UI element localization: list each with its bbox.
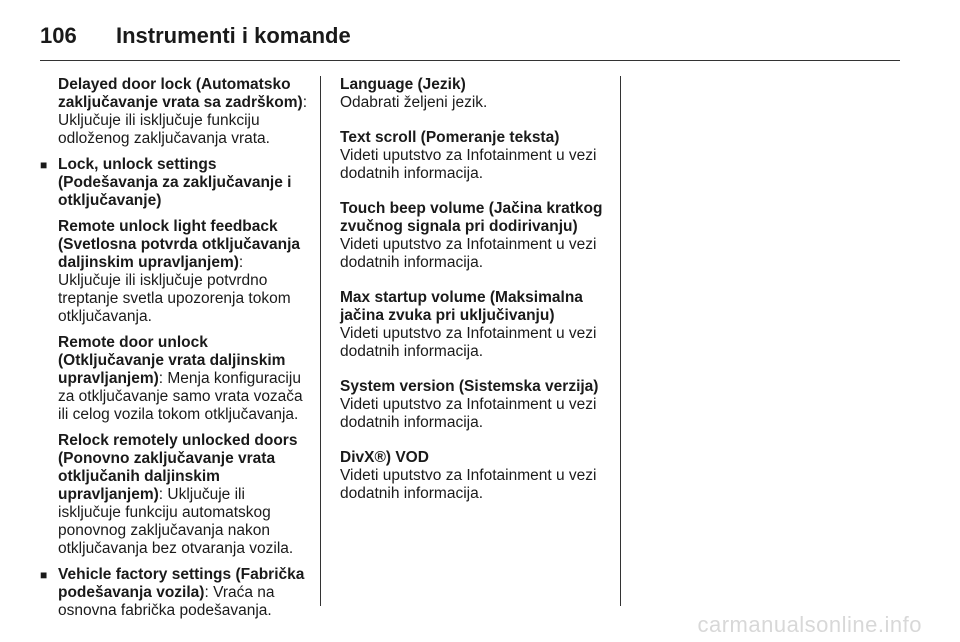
lock-unlock-settings-item (40, 156, 310, 210)
divx-vod-entry (340, 449, 610, 503)
remote-door-unlock-desc: : Menja konfiguraciju za otključavanje samo vrata vozača ili celog vozila tokom otključavanja. (58, 370, 303, 423)
middle-column (340, 76, 610, 520)
light-feedback-desc: : Uključuje ili isključuje potvrdno treptanje svetla upozorenja tokom otključavanja. (58, 254, 291, 325)
touch-beep-desc: Videti uputstvo za Infotainment u vezi dodatnih informacija. (340, 236, 597, 271)
page-header (40, 16, 900, 56)
delayed-door-lock-desc: : Uključuje ili isključuje funkciju odloženog zaključavanja vrata. (58, 94, 307, 147)
system-version-term: System version (Sistemska verzija) (340, 378, 599, 395)
column-divider (620, 76, 621, 606)
page-title: Instrumenti i komande (116, 23, 351, 48)
relock-entry (40, 432, 310, 558)
page-number: 106 (40, 23, 77, 48)
divx-vod-desc: Videti uputstvo za Infotainment u vezi dodatnih informacija. (340, 467, 597, 502)
touch-beep-term: Touch beep volume (Jačina kratkog zvučnog signala pri dodirivanju) (340, 200, 603, 235)
divx-vod-term: DivX®) VOD (340, 449, 429, 466)
text-scroll-desc: Videti uputstvo za Infotainment u vezi dodatnih informacija. (340, 147, 597, 182)
factory-settings-item (40, 566, 310, 620)
light-feedback-entry (40, 218, 310, 326)
column-divider (320, 76, 321, 606)
system-version-desc: Videti uputstvo za Infotainment u vezi dodatnih informacija. (340, 396, 597, 431)
delayed-door-lock-term: Delayed door lock (Automatsko zaključavanje vrata sa zadrškom) (58, 76, 303, 111)
text-scroll-entry (340, 129, 610, 183)
header-divider (40, 60, 900, 61)
square-bullet-icon: ■ (40, 568, 48, 582)
max-startup-volume-term: Max startup volume (Maksimalna jačina zvuka pri uključivanju) (340, 289, 583, 324)
relock-desc: : Uključuje ili isključuje funkciju automatskog ponovnog zaključavanja nakon otključavanja bez otvaranja vozila. (58, 486, 294, 557)
max-startup-volume-entry (340, 289, 610, 361)
remote-door-unlock-term: Remote door unlock (Otključavanje vrata daljinskim upravljanjem) (58, 334, 286, 387)
lock-unlock-settings-term: Lock, unlock settings (Podešavanja za zaključavanje i otključavanje) (58, 156, 292, 209)
language-term: Language (Jezik) (340, 76, 466, 93)
system-version-entry (340, 378, 610, 432)
factory-settings-body (58, 566, 310, 620)
watermark: carmanualsonline.info (697, 612, 922, 637)
touch-beep-entry (340, 200, 610, 272)
factory-settings-term: Vehicle factory settings (Fabrička podešavanja vozila) (58, 566, 305, 601)
language-entry (340, 76, 610, 112)
delayed-door-lock-entry (40, 76, 310, 148)
remote-door-unlock-entry (40, 334, 310, 424)
left-column (40, 76, 310, 628)
factory-settings-desc: : Vraća na osnovna fabrička podešavanja. (58, 584, 275, 619)
language-desc: Odabrati željeni jezik. (340, 94, 488, 111)
max-startup-volume-desc: Videti uputstvo za Infotainment u vezi dodatnih informacija. (340, 325, 597, 360)
square-bullet-icon: ■ (40, 158, 48, 172)
light-feedback-term: Remote unlock light feedback (Svetlosna potvrda otključavanja daljinskim upravljanjem) (58, 218, 301, 271)
relock-term: Relock remotely unlocked doors (Ponovno zaključavanje vrata otključanih daljinskim upravljanjem) (58, 432, 298, 503)
text-scroll-term: Text scroll (Pomeranje teksta) (340, 129, 560, 146)
